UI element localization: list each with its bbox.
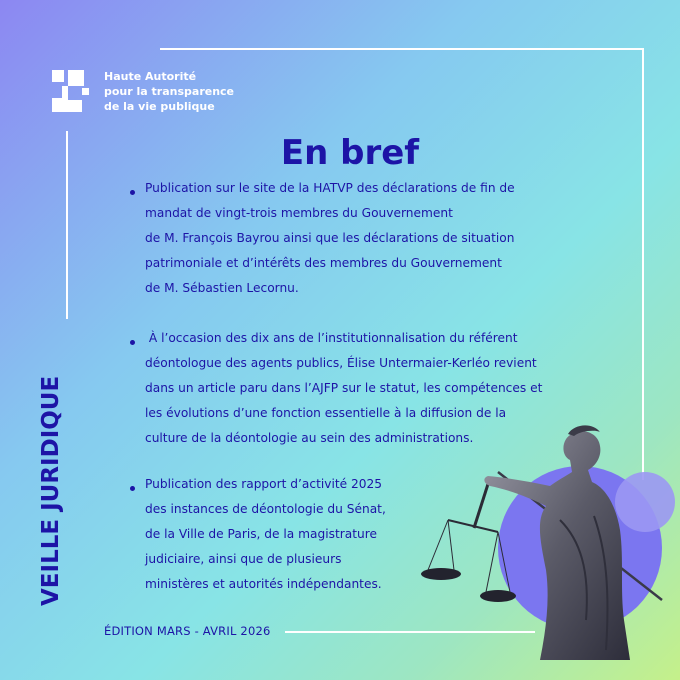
hatvp-logo-icon: [52, 70, 92, 112]
organization-name-line: de la vie publique: [104, 100, 215, 113]
text-line: Publication sur le site de la HATVP des déclarations de fin de: [145, 181, 515, 195]
text-line: des instances de déontologie du Sénat,: [145, 502, 386, 516]
text-line: de M. François Bayrou ainsi que les déclarations de situation: [145, 231, 515, 245]
bullet-icon: [130, 190, 135, 195]
text-line: déontologue des agents publics, Élise Untermaier-Kerléo revient: [145, 356, 537, 370]
side-label: VEILLE JURIDIQUE: [38, 375, 64, 606]
bullet-icon: [130, 486, 135, 491]
bullet-icon: [130, 340, 135, 345]
text-line: À l’occasion des dix ans de l’institutionnalisation du référent: [145, 331, 518, 345]
text-line: dans un article paru dans l’AJFP sur le statut, les compétences et: [145, 381, 543, 395]
text-line: patrimoniale et d’intérêts des membres du Gouvernement: [145, 256, 502, 270]
organization-name-line: pour la transparence: [104, 85, 235, 98]
text-line: culture de la déontologie au sein des administrations.: [145, 431, 474, 445]
text-line: mandat de vingt-trois membres du Gouvernement: [145, 206, 453, 220]
text-line: judiciaire, ainsi que de plusieurs: [145, 552, 342, 566]
frame-left-line: [66, 131, 68, 319]
frame-top-line: [160, 48, 644, 50]
text-line: les évolutions d’une fonction essentielle à la diffusion de la: [145, 406, 507, 420]
list-item-text: [145, 472, 386, 597]
organization-name-line: Haute Autorité: [104, 70, 197, 83]
text-line: de M. Sébastien Lecornu.: [145, 281, 299, 295]
page-title: En bref: [280, 133, 420, 173]
frame-right-line: [642, 48, 644, 480]
small-circle: [615, 472, 675, 532]
text-line: Publication des rapport d’activité 2025: [145, 477, 382, 491]
list-item-text: [145, 176, 515, 301]
text-line: ministères et autorités indépendantes.: [145, 577, 382, 591]
organization-name: [104, 69, 234, 114]
text-line: de la Ville de Paris, de la magistrature: [145, 527, 377, 541]
edition-label: ÉDITION MARS - AVRIL 2026: [104, 624, 271, 638]
justice-statue-icon: [410, 420, 680, 660]
